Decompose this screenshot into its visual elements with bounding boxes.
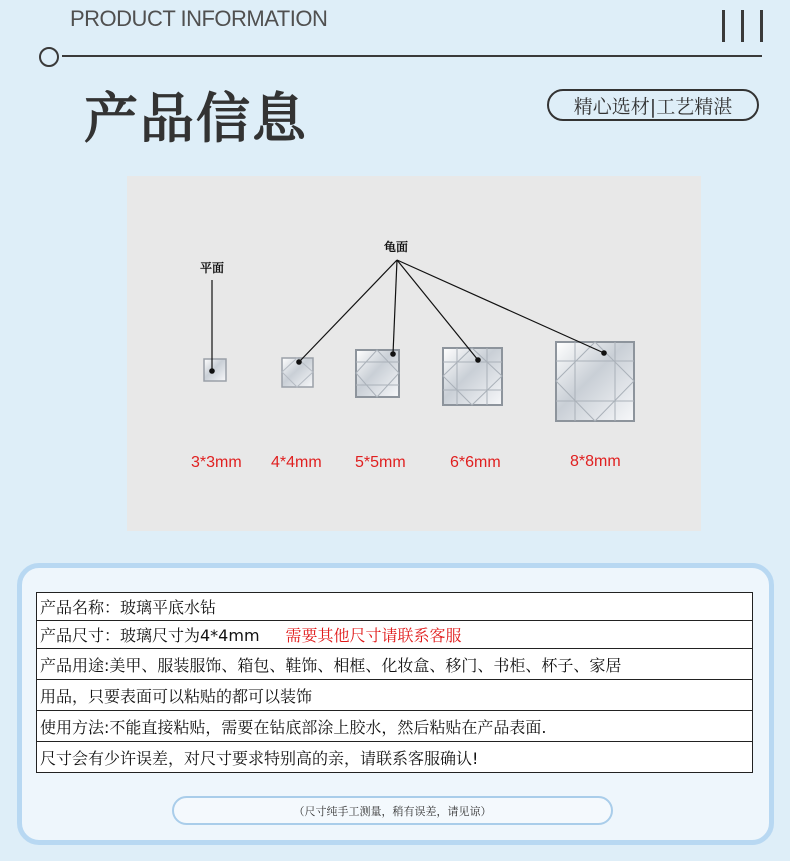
table-row [37,649,753,680]
table-row [37,711,753,742]
size-label-6mm: 6*6mm [450,454,501,471]
table-row [37,621,753,649]
product-size-cell [37,621,753,649]
label-facet: 龟面 [384,240,409,254]
slogan-badge: 精心选材|工艺精湛 [547,89,759,121]
rhinestone-diagram [127,176,701,531]
header-decor-bars [722,10,763,42]
label-flat: 平面 [200,261,225,275]
size-label-5mm: 5*5mm [355,454,406,471]
size-note: 需要其他尺寸请联系客服 [285,626,462,645]
product-method: 使用方法:不能直接粘贴，需要在钻底部涂上胶水，然后粘贴在产品表面. [37,711,753,742]
table-row [37,680,753,711]
product-info-table [36,592,753,773]
size-label-3mm: 3*3mm [191,454,242,471]
header-title-cn: 产品信息 [84,87,308,150]
size-label-4mm: 4*4mm [271,454,322,471]
gem-8mm [556,342,634,421]
gem-3mm [204,359,226,381]
product-size: 产品尺寸：玻璃尺寸为4*4mm [40,626,260,645]
gem-6mm [443,348,502,405]
footer-note: （尺寸纯手工测量，稍有误差，请见谅） [172,796,613,825]
size-label-8mm: 8*8mm [570,453,621,470]
product-name: 产品名称：玻璃平底水钻 [37,593,753,621]
header-title-en: PRODUCT INFORMATION [70,6,328,31]
table-row [37,742,753,773]
header-divider-line [62,55,762,57]
header-circle-icon [39,47,59,67]
product-usage-2: 用品，只要表面可以粘贴的都可以装饰 [37,680,753,711]
product-tolerance: 尺寸会有少许误差，对尺寸要求特别高的亲，请联系客服确认! [37,742,753,773]
product-photo [127,176,701,531]
gem-5mm [356,350,399,397]
product-usage-1: 产品用途:美甲、服装服饰、箱包、鞋饰、相框、化妆盒、移门、书柜、杯子、家居 [37,649,753,680]
table-row [37,593,753,621]
